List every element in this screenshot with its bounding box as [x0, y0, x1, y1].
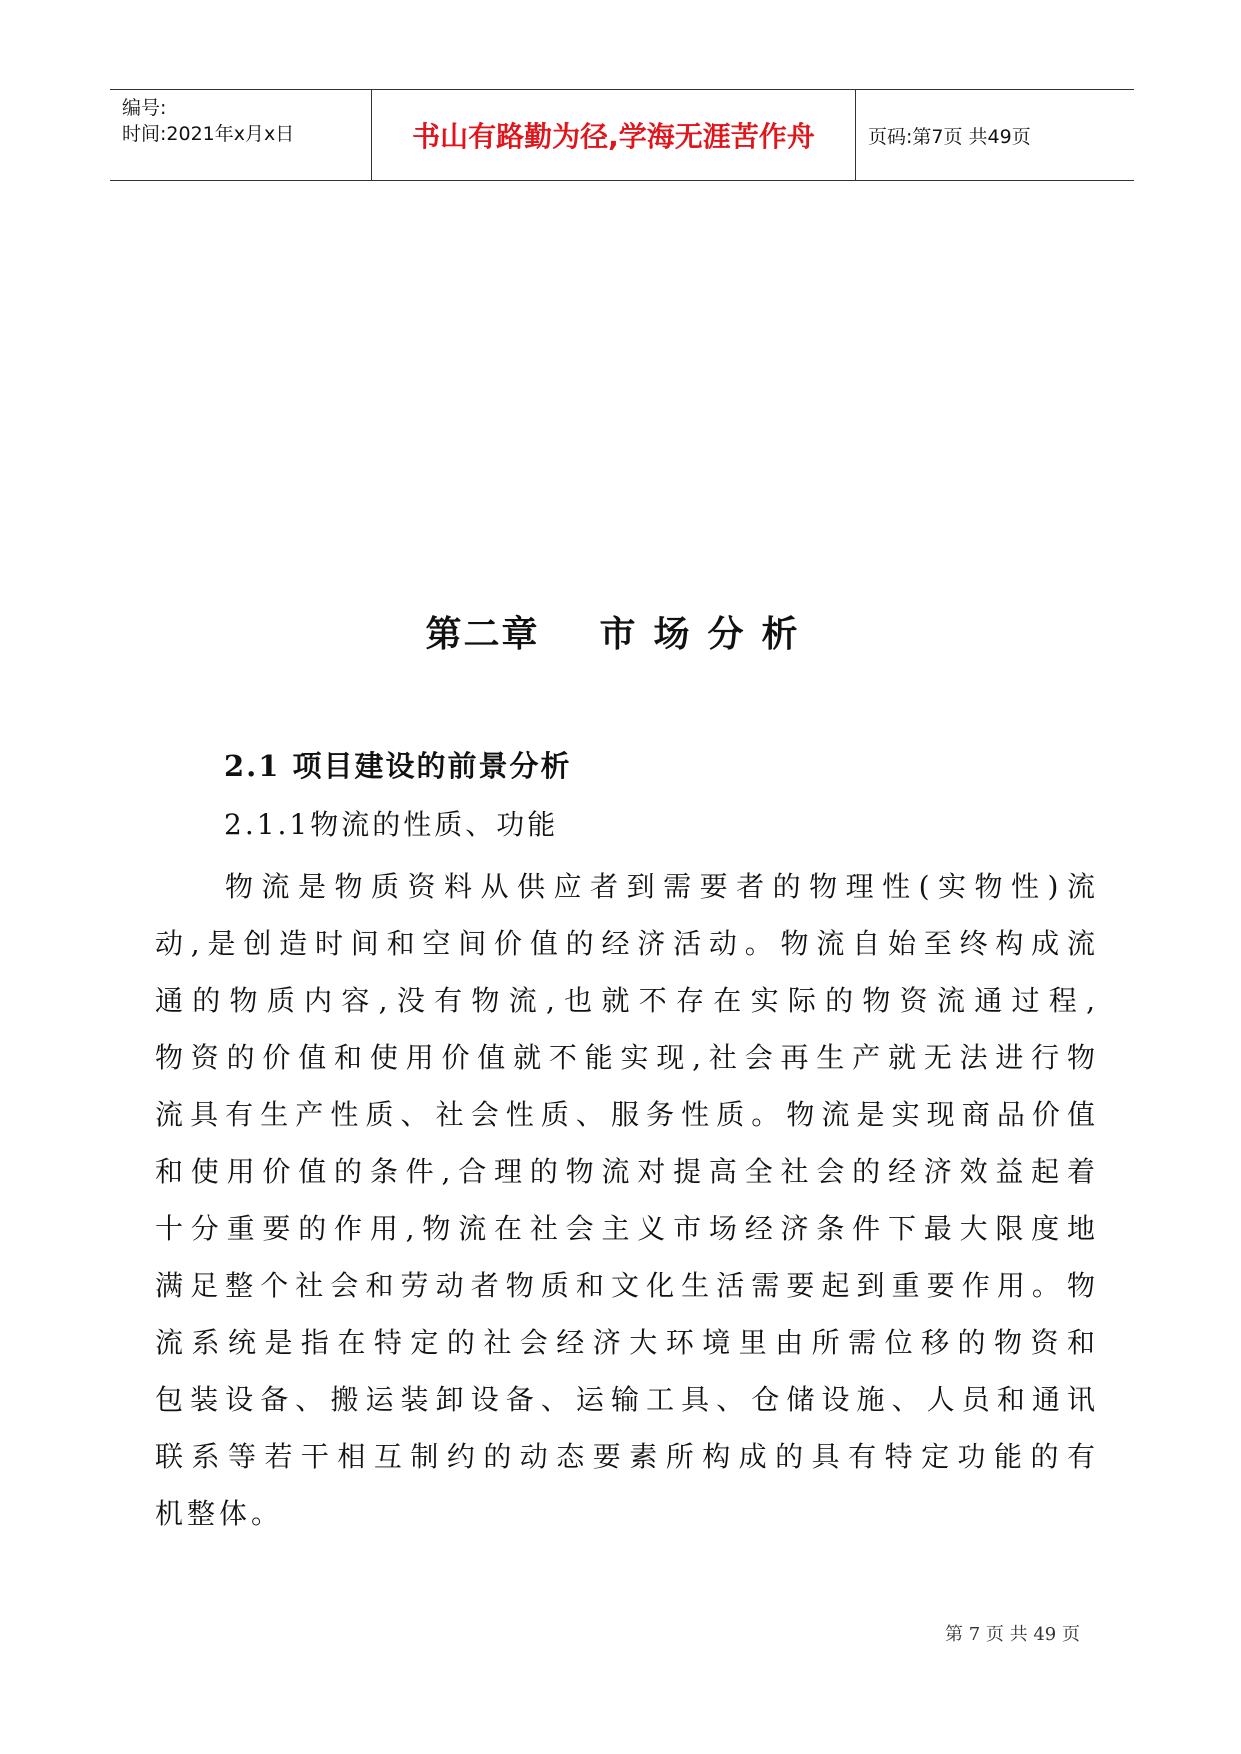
subsection-title: 2.1.1物流的性质、功能	[224, 808, 559, 841]
serial-number-label: 编号:	[122, 97, 167, 119]
paragraph-line: 联系等若干相互制约的动态要素所构成的具有特定功能的有	[155, 1440, 1095, 1473]
paragraph-line: 包装设备、搬运装卸设备、运输工具、仓储设施、人员和通讯	[155, 1383, 1095, 1416]
body-paragraph	[155, 858, 1095, 1542]
paragraph-line: 满足整个社会和劳动者物质和文化生活需要起到重要作用。物	[155, 1269, 1095, 1302]
header-motto: 书山有路勤为径,学海无涯苦作舟	[372, 90, 856, 180]
page-header	[110, 89, 1134, 181]
chapter-number: 第二章	[425, 613, 540, 655]
chapter-title	[0, 606, 1241, 657]
paragraph-line: 和使用价值的条件,合理的物流对提高全社会的经济效益起着	[155, 1155, 1095, 1188]
header-page-number: 页码:第7页 共49页	[868, 125, 1031, 148]
header-info-cell	[110, 90, 372, 180]
date-label: 时间:2021年x月x日	[122, 123, 295, 145]
paragraph-line: 物资的价值和使用价值就不能实现,社会再生产就无法进行物	[155, 1041, 1095, 1074]
paragraph-line: 十分重要的作用,物流在社会主义市场经济条件下最大限度地	[155, 1212, 1095, 1245]
section-title: 2.1 项目建设的前景分析	[224, 749, 572, 783]
paragraph-line: 通的物质内容,没有物流,也就不存在实际的物资流通过程,	[155, 984, 1095, 1017]
paragraph-line: 动,是创造时间和空间价值的经济活动。物流自始至终构成流	[155, 927, 1095, 960]
paragraph-line: 物流是物质资料从供应者到需要者的物理性(实物性)流	[225, 870, 1095, 903]
chapter-name: 市场分析	[599, 613, 816, 655]
paragraph-line: 流具有生产性质、社会性质、服务性质。物流是实现商品价值	[155, 1098, 1095, 1131]
paragraph-line: 流系统是指在特定的社会经济大环境里由所需位移的物资和	[155, 1326, 1095, 1359]
paragraph-line: 机整体。	[155, 1497, 284, 1530]
page-footer: 第 7 页 共 49 页	[945, 1624, 1080, 1645]
